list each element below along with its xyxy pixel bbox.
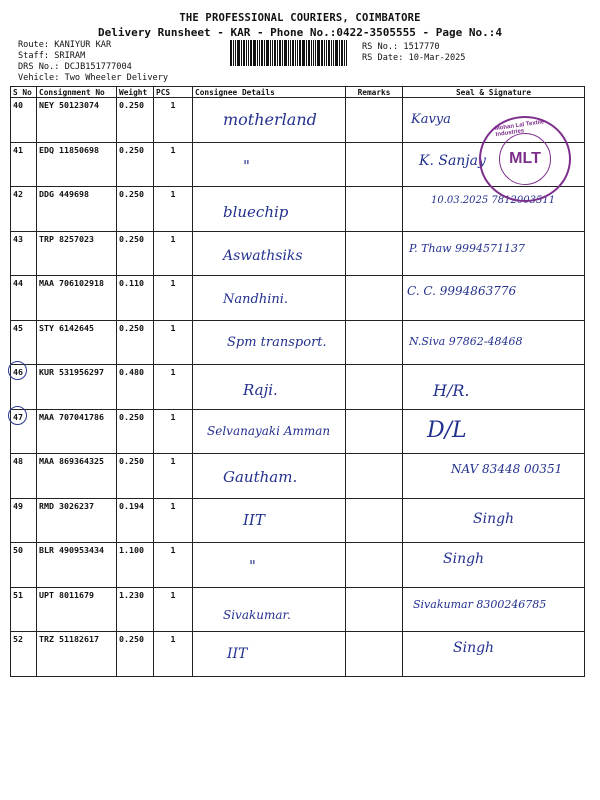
drs-number: DRS No.: DCJB151777004 (18, 62, 132, 72)
cell-pcs: 1 (154, 543, 193, 588)
cell-sno: 42 (11, 187, 37, 232)
table-row (11, 498, 585, 543)
cell-sno: 45 (11, 320, 37, 365)
cell-consignee (193, 454, 346, 499)
company-seal (479, 116, 571, 202)
cell-pcs: 1 (154, 587, 193, 632)
cell-signature (403, 632, 585, 677)
cell-remarks (346, 320, 403, 365)
consignee-handwriting: Sivakumar. (223, 607, 291, 622)
cell-sno (11, 365, 37, 410)
cell-sno: 50 (11, 543, 37, 588)
cell-consignment: UPT 8011679 (37, 587, 117, 632)
consignee-handwriting: " (249, 557, 256, 575)
cell-pcs: 1 (154, 187, 193, 232)
consignee-handwriting: IIT (227, 646, 248, 662)
barcode-bar (277, 40, 278, 66)
cell-consignee (193, 409, 346, 454)
cell-pcs: 1 (154, 231, 193, 276)
barcode-bar (261, 40, 263, 66)
cell-signature (403, 409, 585, 454)
barcode-bar (335, 40, 338, 66)
circle-mark (8, 406, 27, 425)
cell-weight: 0.250 (117, 632, 154, 677)
barcode-bar (297, 40, 298, 66)
barcode-bar (243, 40, 245, 66)
consignee-handwriting: motherland (223, 110, 317, 129)
barcode-bar (324, 40, 325, 66)
staff-label: Staff: SRIRAM (18, 51, 86, 61)
cell-remarks (346, 187, 403, 232)
consignee-handwriting: bluechip (223, 203, 289, 221)
cell-consignee (193, 587, 346, 632)
signature-handwriting: Singh (473, 510, 515, 527)
cell-consignee (193, 365, 346, 410)
page-title: THE PROFESSIONAL COURIERS, COIMBATORE (179, 12, 421, 24)
cell-pcs: 1 (154, 98, 193, 143)
table-row (11, 276, 585, 321)
cell-weight: 0.194 (117, 498, 154, 543)
route-label: Route: KANIYUR KAR (18, 40, 112, 50)
col-header-sno: S No (11, 87, 37, 98)
cell-consignment: MAA 707041786 (37, 409, 117, 454)
cell-sno: 52 (11, 632, 37, 677)
rs-date: RS Date: 10-Mar-2025 (362, 53, 466, 63)
cell-consignment: TRP 8257023 (37, 231, 117, 276)
barcode-bar (344, 40, 345, 66)
consignee-handwriting: Selvanayaki Amman (207, 423, 331, 438)
cell-sno: 51 (11, 587, 37, 632)
table-row (11, 587, 585, 632)
cell-consignment: DDG 449698 (37, 187, 117, 232)
signature-handwriting: 10.03.2025 7812003511 (431, 195, 556, 206)
cell-pcs: 1 (154, 276, 193, 321)
barcode-bar (284, 40, 287, 66)
page-subtitle: Delivery Runsheet - KAR - Phone No.:0422-3505555 - Page No.:4 (98, 26, 502, 39)
barcode-bar (288, 40, 289, 66)
barcode-bar (311, 40, 312, 66)
cell-signature (403, 454, 585, 499)
cell-sno: 41 (11, 142, 37, 187)
cell-weight: 1.100 (117, 543, 154, 588)
cell-remarks (346, 98, 403, 143)
barcode-bar (230, 40, 232, 66)
barcode-bar (317, 40, 320, 66)
barcode-bar (306, 40, 307, 66)
cell-remarks (346, 365, 403, 410)
cell-pcs: 1 (154, 320, 193, 365)
table-row (11, 320, 585, 365)
col-header-remarks: Remarks (346, 87, 403, 98)
cell-signature (403, 187, 585, 232)
signature-handwriting: K. Sanjay (419, 152, 486, 169)
signature-handwriting: Singh (443, 551, 485, 567)
signature-handwriting: D/L (427, 417, 467, 443)
cell-consignee (193, 98, 346, 143)
cell-signature (403, 498, 585, 543)
cell-remarks (346, 587, 403, 632)
cell-remarks (346, 498, 403, 543)
cell-consignment: MAA 706102918 (37, 276, 117, 321)
table-row (11, 632, 585, 677)
barcode-bar (266, 40, 269, 66)
signature-handwriting: Sivakumar 8300246785 (413, 597, 547, 611)
seal-center: MLT (499, 133, 551, 185)
cell-sno: 44 (11, 276, 37, 321)
table-row (11, 454, 585, 499)
barcode-bar (235, 40, 236, 66)
barcode-bar (331, 40, 332, 66)
barcode-bar (237, 40, 240, 66)
barcode-bar (295, 40, 296, 66)
cell-weight: 0.250 (117, 98, 154, 143)
cell-pcs: 1 (154, 142, 193, 187)
consignee-handwriting: " (243, 156, 250, 175)
cell-signature (403, 365, 585, 410)
cell-weight: 0.250 (117, 454, 154, 499)
barcode-bar (315, 40, 316, 66)
barcode-bar (250, 40, 252, 66)
cell-remarks (346, 543, 403, 588)
barcode-bar (253, 40, 256, 66)
cell-consignee (193, 142, 346, 187)
col-header-signature: Seal & Signature (403, 87, 585, 98)
cell-pcs: 1 (154, 365, 193, 410)
vehicle-label: Vehicle: Two Wheeler Delivery (18, 73, 169, 83)
consignee-handwriting: Spm transport. (227, 334, 327, 350)
cell-weight: 0.250 (117, 409, 154, 454)
cell-remarks (346, 231, 403, 276)
cell-consignment: MAA 869364325 (37, 454, 117, 499)
table-row (11, 365, 585, 410)
col-header-consignment: Consignment No (37, 87, 117, 98)
barcode-bar (282, 40, 283, 66)
signature-handwriting: NAV 83448 00351 (451, 462, 563, 476)
cell-weight: 0.250 (117, 231, 154, 276)
consignee-handwriting: Gautham. (223, 468, 298, 486)
cell-sno: 48 (11, 454, 37, 499)
cell-sno-text: 46 (13, 367, 23, 377)
barcode-bar (248, 40, 249, 66)
cell-consignee (193, 187, 346, 232)
cell-weight: 0.250 (117, 142, 154, 187)
cell-consignee (193, 632, 346, 677)
signature-handwriting: N.Siva 97862-48468 (409, 334, 523, 348)
circle-mark (8, 361, 27, 380)
cell-weight: 0.250 (117, 320, 154, 365)
barcode-bar (274, 40, 276, 66)
cell-weight: 0.110 (117, 276, 154, 321)
cell-signature (403, 587, 585, 632)
cell-weight: 1.230 (117, 587, 154, 632)
cell-sno: 49 (11, 498, 37, 543)
barcode-bar (270, 40, 271, 66)
barcode-bar (326, 40, 327, 66)
barcode-bar (257, 40, 258, 66)
col-header-consignee: Consignee Details (193, 87, 346, 98)
cell-signature (403, 276, 585, 321)
cell-consignment: RMD 3026237 (37, 498, 117, 543)
cell-remarks (346, 632, 403, 677)
col-header-weight: Weight (117, 87, 154, 98)
barcode-bar (321, 40, 323, 66)
barcode-bar (264, 40, 265, 66)
cell-consignee (193, 231, 346, 276)
barcode-bar (302, 40, 305, 66)
barcode-bar (290, 40, 291, 66)
barcode-bar (333, 40, 334, 66)
barcode-bar (279, 40, 281, 66)
barcode-bar (308, 40, 310, 66)
consignee-handwriting: Raji. (243, 381, 278, 399)
signature-handwriting: C. C. 9994863776 (407, 284, 517, 298)
table-row (11, 409, 585, 454)
cell-remarks (346, 454, 403, 499)
table-header-row (11, 87, 585, 98)
cell-consignment: EDQ 11850698 (37, 142, 117, 187)
cell-consignment: KUR 531956297 (37, 365, 117, 410)
cell-weight: 0.250 (117, 187, 154, 232)
barcode-bar (233, 40, 234, 66)
cell-pcs: 1 (154, 632, 193, 677)
barcode (230, 40, 354, 66)
cell-remarks (346, 276, 403, 321)
barcode-bar (346, 40, 347, 66)
cell-pcs: 1 (154, 454, 193, 499)
cell-consignment: BLR 490953434 (37, 543, 117, 588)
cell-sno: 43 (11, 231, 37, 276)
cell-weight: 0.480 (117, 365, 154, 410)
cell-sno: 40 (11, 98, 37, 143)
cell-consignee (193, 276, 346, 321)
barcode-bar (299, 40, 301, 66)
cell-consignee (193, 498, 346, 543)
cell-signature (403, 543, 585, 588)
seal-ring-text: Mohan Lal Textile Industries (494, 119, 545, 139)
consignee-handwriting: Aswathsiks (223, 247, 303, 264)
cell-signature (403, 231, 585, 276)
barcode-bar (292, 40, 294, 66)
signature-handwriting: H/R. (433, 381, 470, 400)
cell-signature (403, 320, 585, 365)
signature-handwriting: Kavya (411, 112, 451, 127)
cell-remarks (346, 142, 403, 187)
cell-sno-text: 47 (13, 411, 23, 422)
cell-consignee (193, 320, 346, 365)
table-row (11, 231, 585, 276)
barcode-bar (341, 40, 343, 66)
consignee-handwriting: IIT (243, 510, 265, 529)
cell-consignee (193, 543, 346, 588)
col-header-pcs: PCS (154, 87, 193, 98)
cell-pcs: 1 (154, 498, 193, 543)
rs-number: RS No.: 1517770 (362, 42, 440, 52)
cell-sno (11, 409, 37, 454)
barcode-bar (259, 40, 260, 66)
cell-consignment: TRZ 51182617 (37, 632, 117, 677)
signature-handwriting: P. Thaw 9994571137 (409, 241, 526, 255)
consignee-handwriting: Nandhini. (223, 292, 289, 307)
barcode-bar (313, 40, 314, 66)
table-row (11, 543, 585, 588)
cell-consignment: STY 6142645 (37, 320, 117, 365)
signature-handwriting: Singh (453, 640, 495, 656)
barcode-bar (272, 40, 273, 66)
barcode-bar (328, 40, 330, 66)
cell-remarks (346, 409, 403, 454)
barcode-bar (339, 40, 340, 66)
barcode-bar (241, 40, 242, 66)
cell-pcs: 1 (154, 409, 193, 454)
barcode-bar (246, 40, 247, 66)
cell-consignment: NEY 50123074 (37, 98, 117, 143)
